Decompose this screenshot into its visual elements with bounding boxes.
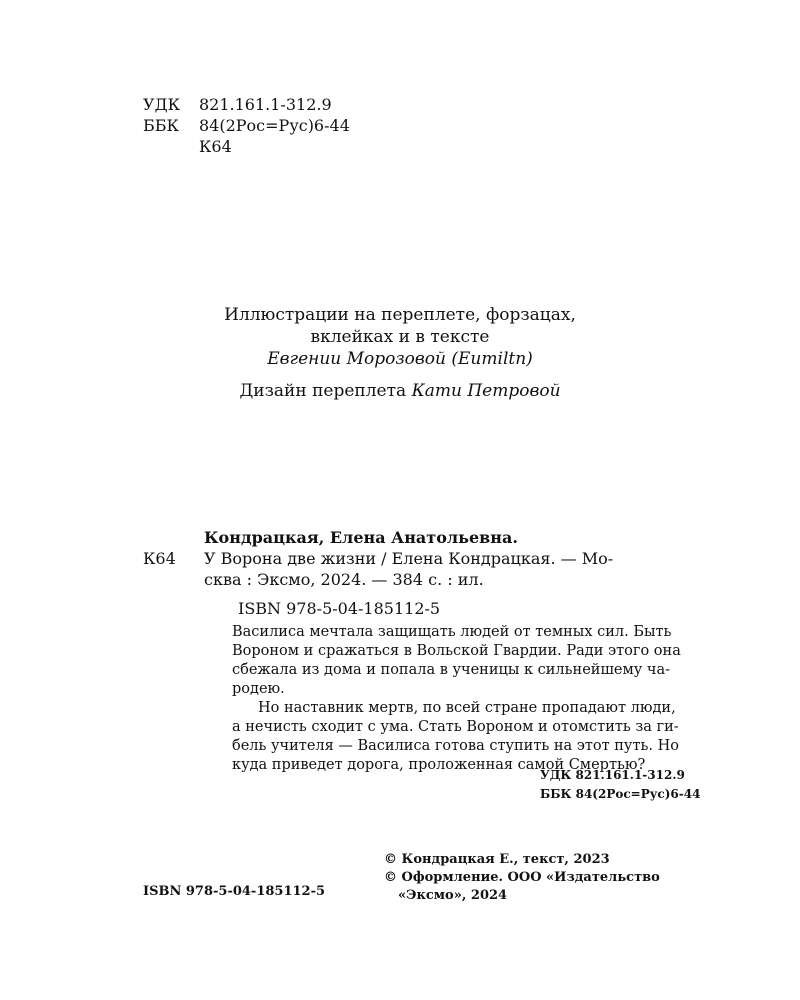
author-mark-value: К64 (199, 137, 232, 156)
annotation-line: а нечисть сходит с ума. Стать Вороном и отомстить за ги- (232, 719, 679, 735)
bbk-row (143, 115, 350, 136)
illustration-credits (0, 304, 800, 402)
classification-codes (540, 766, 700, 804)
author-heading: Кондрацкая, Елена Анатольевна. (204, 528, 518, 547)
copyright-design-cont: «Эксмо», 2024 (398, 888, 508, 903)
isbn-line: ISBN 978-5-04-185112-5 (238, 599, 441, 618)
illustrations-line-1: Иллюстрации на переплете, форзацах, (224, 305, 576, 325)
author-mark-code: К64 (143, 549, 176, 568)
copyright-text: © Кондрацкая Е., текст, 2023 (384, 852, 610, 867)
annotation-line: бель учителя — Василиса готова ступить на этот путь. Но (232, 738, 679, 754)
description-line-2: сква : Эксмо, 2024. — 384 с. : ил. (204, 570, 484, 589)
copyright-design: © Оформление. ООО «Издательство (384, 870, 660, 885)
cover-design-credit (0, 380, 800, 402)
bbk-value: 84(2Рос=Рус)6-44 (199, 116, 350, 135)
annotation-line: Василиса мечтала защищать людей от темных сил. Быть (232, 624, 672, 640)
copyright-block (384, 851, 660, 905)
illustrations-line-2: вклейках и в тексте (310, 327, 490, 347)
bbk-label: ББК (143, 116, 179, 135)
description-row-2 (143, 569, 713, 590)
author-mark-row (143, 136, 350, 157)
description-row-1 (143, 548, 713, 569)
udk-bbk-block (143, 94, 350, 157)
illustrator-name: Евгении Морозовой (Eumiltn) (267, 349, 533, 369)
cover-designer-name: Кати Петровой (411, 381, 561, 401)
annotation-line: Вороном и сражаться в Вольской Гвардии. Ради этого она (232, 643, 681, 659)
annotation-line: родею. (232, 681, 285, 697)
description-line-1: У Ворона две жизни / Елена Кондрацкая. — Мо- (204, 549, 614, 568)
annotation-line: Но наставник мертв, по всей стране пропадают люди, (258, 700, 676, 716)
annotation-line: сбежала из дома и попала в ученицы к сильнейшему ча- (232, 662, 671, 678)
annotation (232, 623, 714, 775)
isbn-bottom: ISBN 978-5-04-185112-5 (143, 884, 326, 899)
udk-label: УДК (143, 95, 180, 114)
annotation-line: куда приведет дорога, проложенная самой Смертью? (232, 757, 646, 773)
bbk-code: ББК 84(2Рос=Рус)6-44 (540, 787, 701, 801)
udk-row (143, 94, 350, 115)
udk-value: 821.161.1-312.9 (199, 95, 332, 114)
author-mark-label (143, 136, 199, 157)
udk-code: УДК 821.161.1-312.9 (540, 768, 685, 782)
cover-design-label: Дизайн переплета (239, 381, 407, 401)
bibliographic-record (143, 527, 713, 619)
